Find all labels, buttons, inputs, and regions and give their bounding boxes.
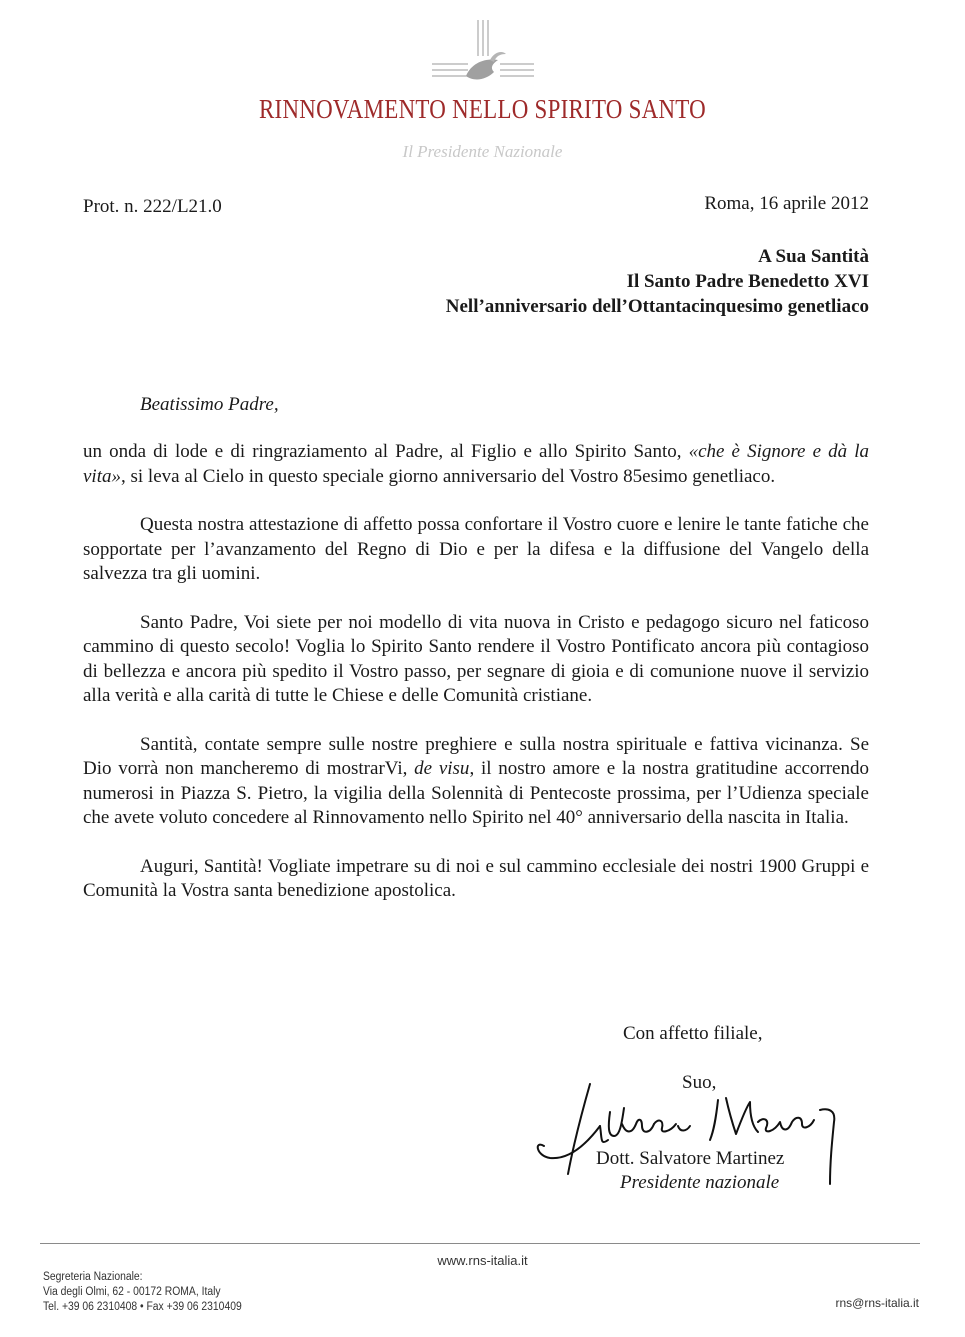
de-visu-phrase: de visu bbox=[414, 758, 470, 779]
closing-line: Con affetto filiale, bbox=[623, 1023, 763, 1044]
recipient-block bbox=[446, 244, 869, 319]
paragraph-4 bbox=[83, 733, 869, 831]
address-line-2: Via degli Olmi, 62 - 00172 ROMA, Italy bbox=[43, 1286, 221, 1298]
footer-address bbox=[43, 1270, 242, 1315]
signer-name: Dott. Salvatore Martinez bbox=[596, 1148, 785, 1169]
footer-email: rns@rns-italia.it bbox=[835, 1296, 919, 1310]
recipient-line-3: Nell’anniversario dell’Ottantacinquesimo genetliaco bbox=[445, 296, 869, 317]
salutation: Beatissimo Padre, bbox=[140, 394, 279, 415]
paragraph-1 bbox=[83, 440, 869, 489]
signer-role: Presidente nazionale bbox=[620, 1172, 780, 1193]
organization-subtitle: Il Presidente Nazionale bbox=[402, 142, 563, 161]
paragraph-1-text-b: , si leva al Cielo in questo speciale giorno anniversario del Vostro 85esimo genetliaco. bbox=[121, 465, 776, 487]
paragraph-5: Auguri, Santità! Vogliate impetrare su di noi e sul cammino ecclesiale dei nostri 1900 Gruppi e Comunità la Vostra santa benedizione apostolica. bbox=[83, 855, 869, 901]
paragraph-3: Santo Padre, Voi siete per noi modello di vita nuova in Cristo e pedagogo sicuro nel faticoso cammino di questo secolo! Voglia lo Spirito Santo rendere il Vostro Pontificato ancora più contagioso di bellezza e ancora più spedito il Vostro passo, per segnare di gioia e di comunione nuove il servizio alla verità e alla carità di tutte le Chiese e delle Comunità cristiane. bbox=[83, 611, 869, 706]
footer-website: www.rns-italia.it bbox=[437, 1253, 528, 1268]
recipient-line-2: Il Santo Padre Benedetto XVI bbox=[626, 271, 869, 292]
footer-divider bbox=[40, 1243, 920, 1244]
protocol-number: Prot. n. 222/L21.0 bbox=[83, 196, 222, 217]
letter-body bbox=[83, 440, 869, 928]
creed-quote: «che è Signore e dà la vita» bbox=[83, 441, 869, 487]
paragraph-4-text-b: , il nostro amore e la nostra gratitudine accorrendo numerosi in Piazza S. Pietro, la vigilia della Solennità di Pentecoste prossima, per l’Udienza speciale che avete voluto concedere al Rinnovamento nello Spirito nel 40° anniversario della nascita in Italia. bbox=[83, 758, 869, 828]
place-date: Roma, 16 aprile 2012 bbox=[704, 193, 869, 214]
address-line-3: Tel. +39 06 2310408 • Fax +39 06 2310409 bbox=[43, 1301, 242, 1313]
organization-name: RINNOVAMENTO NELLO SPIRITO SANTO bbox=[258, 94, 706, 124]
closing-suo: Suo, bbox=[682, 1072, 717, 1093]
recipient-line-1: A Sua Santità bbox=[758, 246, 869, 267]
paragraph-4-text-a: Santità, contate sempre sulle nostre preghiere e sulla nostra spirituale e fattiva vicinanza. Se Dio vorrà non mancheremo di mostrarVi, bbox=[83, 733, 869, 779]
paragraph-2: Questa nostra attestazione di affetto possa confortare il Vostro cuore e lenire le tante fatiche che sopportate per l’avanzamento del Regno di Dio e per la difesa e la diffusione del Vangelo della salvezza tra gli uomini. bbox=[83, 514, 869, 584]
dove-logo-icon bbox=[428, 18, 538, 90]
paragraph-1-text-a: un onda di lode e di ringraziamento al Padre, al Figlio e allo Spirito Santo, bbox=[83, 441, 689, 462]
address-line-1: Segreteria Nazionale: bbox=[43, 1271, 143, 1283]
